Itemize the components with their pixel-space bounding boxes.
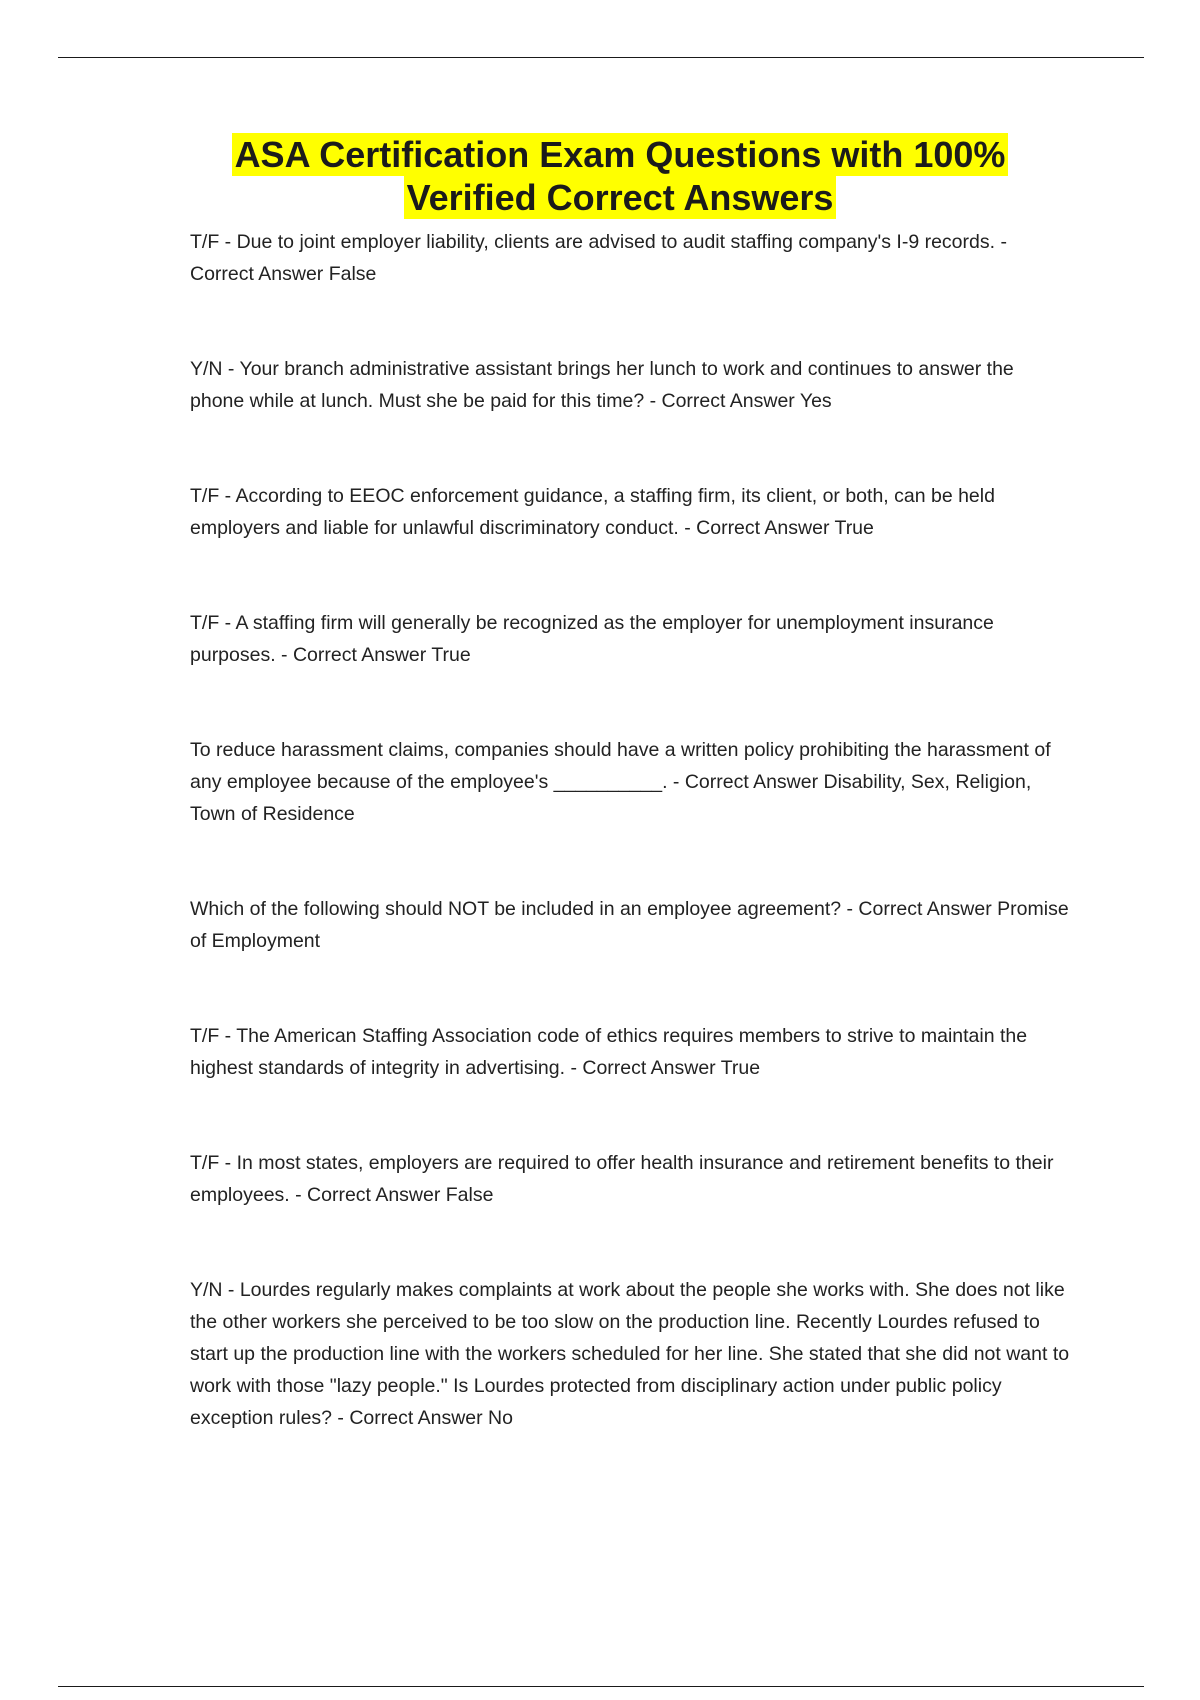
document-title [150, 133, 1090, 219]
qa-item: T/F - A staffing firm will generally be recognized as the employer for unemployment insurance purposes. - Correct Answer True [190, 612, 994, 666]
title-line-1: ASA Certification Exam Questions with 100% [232, 133, 1009, 176]
footer-divider [58, 1686, 1144, 1687]
qa-item: Y/N - Your branch administrative assistant brings her lunch to work and continues to answer the phone while at lunch. Must she be paid for this time? - Correct Answer Yes [190, 358, 1014, 412]
qa-item: T/F - The American Staffing Association code of ethics requires members to strive to maintain the highest standards of integrity in advertising. - Correct Answer True [190, 1025, 1028, 1079]
qa-item: Y/N - Lourdes regularly makes complaints at work about the people she works with. She does not like the other workers she perceived to be too slow on the production line. Recently Lourdes refused to start up the production line with the workers scheduled for her line. She stated that she did not want to work with those "lazy people." Is Lourdes protected from disciplinary action under public policy exception rules? - Correct Answer No [190, 1279, 1070, 1429]
qa-item: T/F - Due to joint employer liability, clients are advised to audit staffing company's I-9 records. - Correct Answer False [190, 231, 1007, 285]
qa-list [190, 226, 1070, 1497]
qa-item: T/F - According to EEOC enforcement guidance, a staffing firm, its client, or both, can be held employers and liable for unlawful discriminatory conduct. - Correct Answer True [190, 485, 995, 539]
qa-item: To reduce harassment claims, companies should have a written policy prohibiting the harassment of any employee because of the employee's __________. - Correct Answer Disability, Sex, Religion, Town of Residence [190, 739, 1051, 825]
qa-item: Which of the following should NOT be included in an employee agreement? - Correct Answer Promise of Employment [190, 898, 1069, 952]
title-line-2: Verified Correct Answers [404, 176, 837, 219]
header-divider [58, 57, 1144, 58]
qa-item: T/F - In most states, employers are required to offer health insurance and retirement benefits to their employees. - Correct Answer False [190, 1152, 1054, 1206]
